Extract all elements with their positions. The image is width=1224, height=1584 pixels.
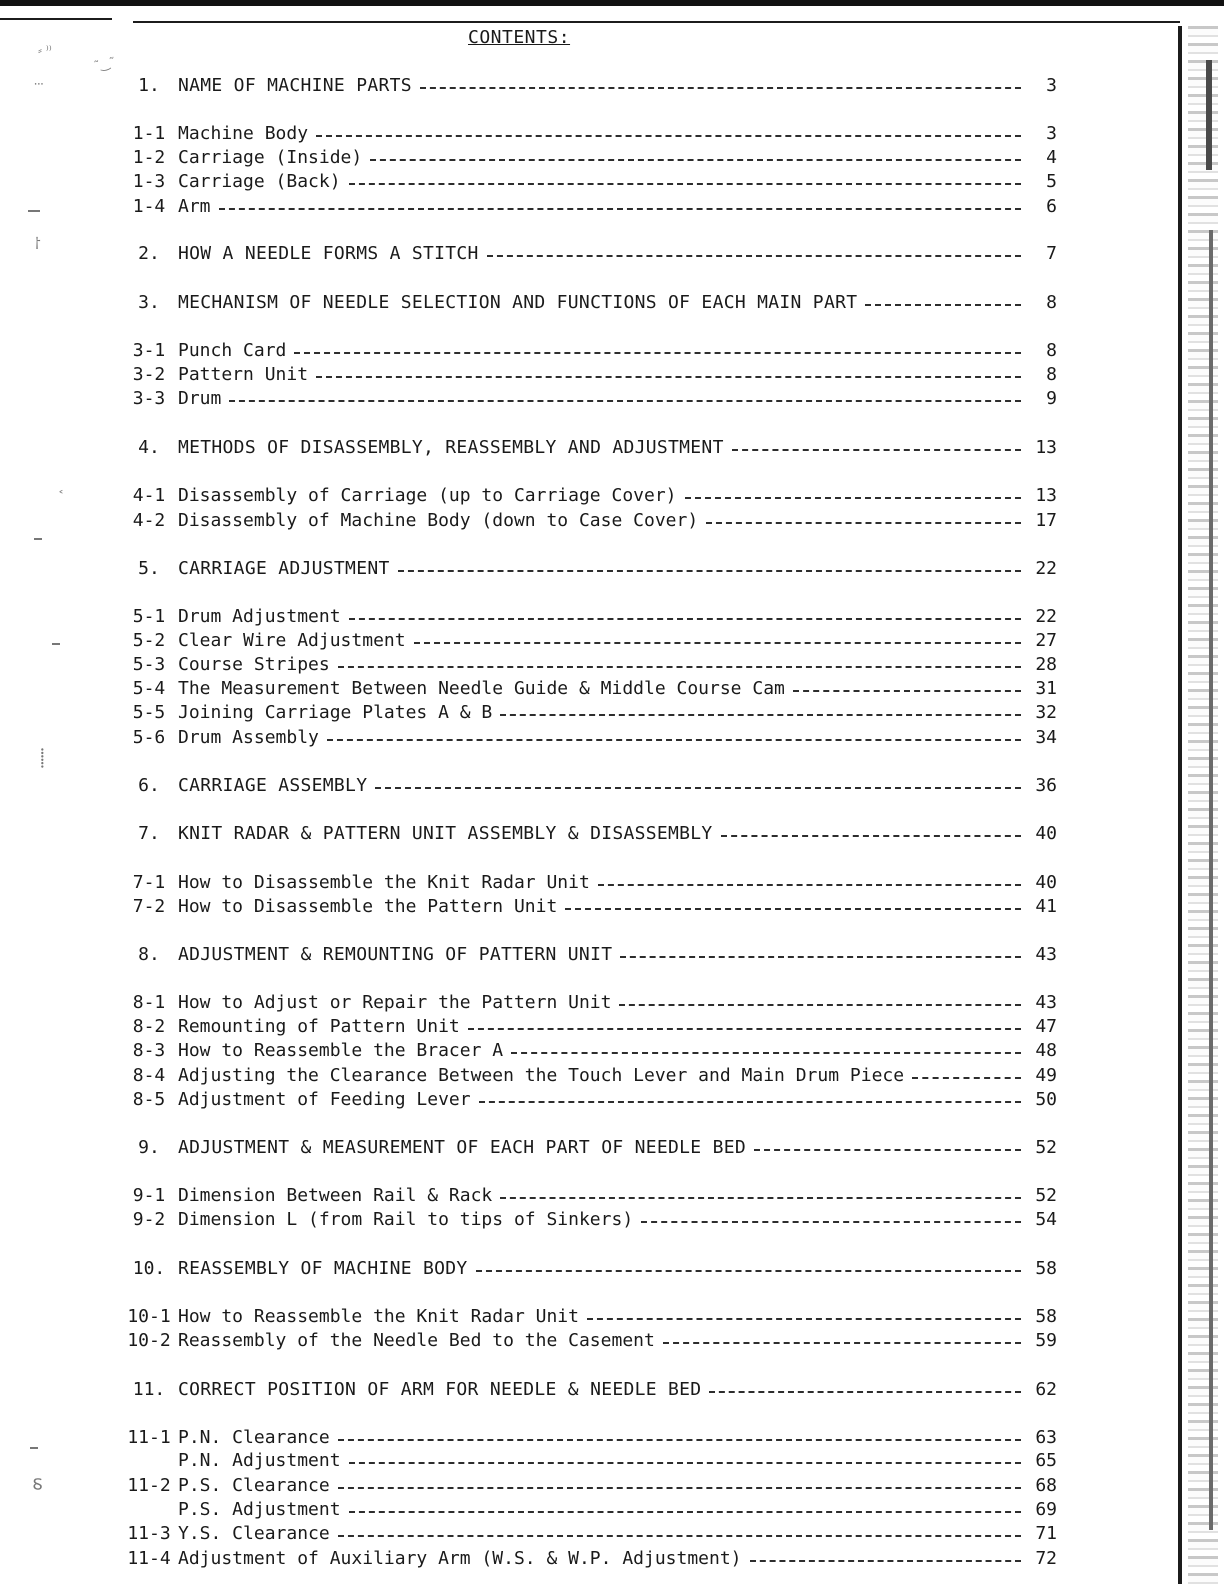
- margin-smudge: ⸷: [34, 234, 42, 253]
- dot-leader: [398, 570, 1021, 572]
- page-number: 48: [1035, 1039, 1057, 1061]
- toc-section: [120, 242, 1057, 264]
- scan-edge-mark: [1209, 230, 1213, 1530]
- entry-number: 8.: [138, 943, 160, 965]
- dot-leader: [511, 1052, 1021, 1054]
- dot-leader: [565, 908, 1021, 910]
- entry-title: CARRIAGE ASSEMBLY: [178, 774, 368, 796]
- entry-number: 8-5: [132, 1088, 166, 1110]
- dot-leader: [663, 1342, 1021, 1344]
- entry-number: 3.: [138, 291, 160, 313]
- margin-smudge: ˜‿˜: [92, 54, 117, 74]
- dot-leader: [479, 1101, 1021, 1103]
- dot-leader: [793, 690, 1021, 692]
- entry-title: Y.S. Clearance: [178, 1522, 330, 1544]
- page-number: 43: [1035, 991, 1057, 1013]
- page-number: 13: [1035, 436, 1057, 458]
- toc-entry: [120, 195, 1057, 217]
- dot-leader: [721, 835, 1021, 837]
- entry-number: 10.: [132, 1257, 166, 1279]
- page-number: 47: [1035, 1015, 1057, 1037]
- toc-section: [120, 774, 1057, 796]
- dot-leader: [229, 400, 1021, 402]
- entry-title: Clear Wire Adjustment: [178, 629, 406, 651]
- page-number: 8: [1046, 291, 1057, 313]
- entry-number: 5-2: [132, 629, 166, 651]
- entry-title: How to Disassemble the Pattern Unit: [178, 895, 558, 917]
- entry-number: 10-2: [127, 1329, 171, 1351]
- toc-entry: [120, 1015, 1057, 1037]
- page-number: 43: [1035, 943, 1057, 965]
- entry-title: NAME OF MACHINE PARTS: [178, 74, 412, 96]
- margin-mark: [30, 1447, 38, 1449]
- dot-leader: [587, 1318, 1021, 1320]
- entry-number: 4-2: [132, 509, 166, 531]
- entry-number: 1-1: [132, 122, 166, 144]
- page-number: 32: [1035, 701, 1057, 723]
- page-number: 6: [1046, 195, 1057, 217]
- toc-entry: [120, 1329, 1057, 1351]
- entry-number: 3-3: [132, 387, 166, 409]
- page-number: 54: [1035, 1208, 1057, 1230]
- toc-entry: [120, 629, 1057, 651]
- dot-leader: [476, 1270, 1021, 1272]
- toc-section: [120, 1378, 1057, 1400]
- entry-title: How to Disassemble the Knit Radar Unit: [178, 871, 590, 893]
- page-number: 63: [1035, 1426, 1057, 1448]
- page-number: 40: [1035, 822, 1057, 844]
- entry-number: 3-2: [132, 363, 166, 385]
- dot-leader: [349, 1511, 1021, 1513]
- entry-number: 7-2: [132, 895, 166, 917]
- dot-leader: [865, 304, 1021, 306]
- margin-smudge: ⸹: [32, 1476, 44, 1501]
- margin-smudge: ⸽: [40, 748, 45, 769]
- entry-title: Reassembly of the Needle Bed to the Casement: [178, 1329, 655, 1351]
- dot-leader: [338, 1439, 1021, 1441]
- toc-entry: [120, 1305, 1057, 1327]
- dot-leader: [316, 135, 1021, 137]
- toc-entry: [120, 1547, 1057, 1569]
- entry-title: How to Adjust or Repair the Pattern Unit: [178, 991, 612, 1013]
- margin-smudge: ˂: [58, 489, 64, 503]
- toc-entry: [120, 653, 1057, 675]
- page-number: 7: [1046, 242, 1057, 264]
- entry-title: How to Reassemble the Knit Radar Unit: [178, 1305, 579, 1327]
- entry-number: 10-1: [127, 1305, 171, 1327]
- entry-number: 9.: [138, 1136, 160, 1158]
- dot-leader: [327, 739, 1021, 741]
- dot-leader: [500, 714, 1021, 716]
- entry-number: 4.: [138, 436, 160, 458]
- toc-entry: [120, 509, 1057, 531]
- dot-leader: [732, 449, 1021, 451]
- entry-title: REASSEMBLY OF MACHINE BODY: [178, 1257, 468, 1279]
- page-number: 36: [1035, 774, 1057, 796]
- dot-leader: [349, 183, 1021, 185]
- toc-section: [120, 291, 1057, 313]
- entry-title: Joining Carriage Plates A & B: [178, 701, 493, 723]
- dot-leader: [338, 1535, 1021, 1537]
- entry-title: Remounting of Pattern Unit: [178, 1015, 460, 1037]
- dot-leader: [349, 1462, 1021, 1464]
- dot-leader: [620, 956, 1021, 958]
- toc-entry: [120, 339, 1057, 361]
- entry-title: Course Stripes: [178, 653, 330, 675]
- toc-entry: [120, 363, 1057, 385]
- page-number: 4: [1046, 146, 1057, 168]
- entry-title: Carriage (Back): [178, 170, 341, 192]
- toc-section: [120, 1136, 1057, 1158]
- margin-mark: [52, 643, 60, 645]
- entry-title: Punch Card: [178, 339, 287, 361]
- entry-number: 5.: [138, 557, 160, 579]
- entry-number: 11-1: [127, 1426, 171, 1448]
- dot-leader: [219, 208, 1021, 210]
- entry-title: Carriage (Inside): [178, 146, 363, 168]
- entry-number: 1-3: [132, 170, 166, 192]
- entry-title: The Measurement Between Needle Guide & Middle Course Cam: [178, 677, 785, 699]
- entry-title: Drum Assembly: [178, 726, 319, 748]
- toc-section: [120, 557, 1057, 579]
- entry-title: Dimension Between Rail & Rack: [178, 1184, 493, 1206]
- dot-leader: [468, 1028, 1021, 1030]
- dot-leader: [420, 87, 1021, 89]
- margin-mark: [28, 210, 40, 212]
- entry-title: Pattern Unit: [178, 363, 309, 385]
- toc-entry: [120, 387, 1057, 409]
- entry-number: 6.: [138, 774, 160, 796]
- page-number: 68: [1035, 1474, 1057, 1496]
- page-number: 52: [1035, 1184, 1057, 1206]
- entry-title: Drum Adjustment: [178, 605, 341, 627]
- page-number: 41: [1035, 895, 1057, 917]
- toc-entry: [120, 677, 1057, 699]
- margin-smudge: ⸗ ⁾⁾: [38, 43, 52, 57]
- entry-title: CORRECT POSITION OF ARM FOR NEEDLE & NEEDLE BED: [178, 1378, 702, 1400]
- entry-number: 5-6: [132, 726, 166, 748]
- entry-title: Machine Body: [178, 122, 309, 144]
- entry-number: 3-1: [132, 339, 166, 361]
- dot-leader: [338, 666, 1021, 668]
- toc-entry: [120, 1064, 1057, 1086]
- entry-title: Drum: [178, 387, 222, 409]
- page-number: 72: [1035, 1547, 1057, 1569]
- entry-title: Adjustment of Auxiliary Arm (W.S. & W.P. Adjustment): [178, 1547, 742, 1569]
- entry-title: Disassembly of Carriage (up to Carriage Cover): [178, 484, 677, 506]
- page-number: 58: [1035, 1305, 1057, 1327]
- dot-leader: [500, 1197, 1021, 1199]
- page-number: 49: [1035, 1064, 1057, 1086]
- entry-title: MECHANISM OF NEEDLE SELECTION AND FUNCTIONS OF EACH MAIN PART: [178, 291, 858, 313]
- entry-number: 11-3: [127, 1522, 171, 1544]
- dot-leader: [349, 618, 1021, 620]
- dot-leader: [685, 497, 1022, 499]
- entry-title: P.N. Adjustment: [178, 1449, 341, 1471]
- right-border-line: [1178, 26, 1182, 1584]
- dot-leader: [619, 1004, 1021, 1006]
- page-number: 34: [1035, 726, 1057, 748]
- page-number: 28: [1035, 653, 1057, 675]
- page-number: 58: [1035, 1257, 1057, 1279]
- scan-edge-mark: [1206, 60, 1212, 170]
- entry-title: ADJUSTMENT & REMOUNTING OF PATTERN UNIT: [178, 943, 613, 965]
- page-number: 71: [1035, 1522, 1057, 1544]
- entry-number: 1-4: [132, 195, 166, 217]
- page-number: 13: [1035, 484, 1057, 506]
- toc-section: [120, 822, 1057, 844]
- toc-entry: [120, 1184, 1057, 1206]
- toc-entry: [120, 1426, 1057, 1448]
- entry-number: 4-1: [132, 484, 166, 506]
- dot-leader: [370, 159, 1021, 161]
- toc-entry: [120, 991, 1057, 1013]
- entry-title: METHODS OF DISASSEMBLY, REASSEMBLY AND ADJUSTMENT: [178, 436, 724, 458]
- toc-entry: [120, 484, 1057, 506]
- page-number: 8: [1046, 339, 1057, 361]
- toc-entry: [120, 1088, 1057, 1110]
- toc-entry: [120, 1449, 1057, 1471]
- toc-entry: [120, 146, 1057, 168]
- toc-entry: [120, 170, 1057, 192]
- entry-title: P.S. Adjustment: [178, 1498, 341, 1520]
- entry-number: 5-5: [132, 701, 166, 723]
- entry-title: Arm: [178, 195, 211, 217]
- entry-number: 9-1: [132, 1184, 166, 1206]
- page-number: 31: [1035, 677, 1057, 699]
- toc-entry: [120, 122, 1057, 144]
- entry-title: ADJUSTMENT & MEASUREMENT OF EACH PART OF NEEDLE BED: [178, 1136, 746, 1158]
- dot-leader: [754, 1149, 1021, 1151]
- top-rule-right: [133, 21, 1180, 23]
- entry-number: 8-1: [132, 991, 166, 1013]
- entry-number: 5-4: [132, 677, 166, 699]
- page-number: 40: [1035, 871, 1057, 893]
- contents-heading: CONTENTS:: [468, 27, 571, 48]
- dot-leader: [338, 1487, 1021, 1489]
- page-number: 3: [1046, 122, 1057, 144]
- entry-title: CARRIAGE ADJUSTMENT: [178, 557, 390, 579]
- dot-leader: [598, 884, 1021, 886]
- entry-title: Adjusting the Clearance Between the Touch Lever and Main Drum Piece: [178, 1064, 905, 1086]
- toc-entry: [120, 895, 1057, 917]
- entry-number: 11-4: [127, 1547, 171, 1569]
- page-number: 59: [1035, 1329, 1057, 1351]
- dot-leader: [316, 376, 1021, 378]
- page-number: 52: [1035, 1136, 1057, 1158]
- dot-leader: [375, 787, 1021, 789]
- dot-leader: [641, 1221, 1021, 1223]
- toc-section: [120, 1257, 1057, 1279]
- entry-number: 8-2: [132, 1015, 166, 1037]
- entry-number: 1-2: [132, 146, 166, 168]
- entry-title: How to Reassemble the Bracer A: [178, 1039, 504, 1061]
- page-number: 22: [1035, 605, 1057, 627]
- toc-entry: [120, 1208, 1057, 1230]
- entry-title: Disassembly of Machine Body (down to Case Cover): [178, 509, 699, 531]
- toc-entry: [120, 726, 1057, 748]
- entry-number: 5-1: [132, 605, 166, 627]
- page-number: 62: [1035, 1378, 1057, 1400]
- page-number: 5: [1046, 170, 1057, 192]
- entry-number: 1.: [138, 74, 160, 96]
- page-number: 69: [1035, 1498, 1057, 1520]
- toc-entry: [120, 605, 1057, 627]
- toc-section: [120, 74, 1057, 96]
- toc-entry: [120, 871, 1057, 893]
- entry-number: 5-3: [132, 653, 166, 675]
- entry-number: 7-1: [132, 871, 166, 893]
- entry-title: P.S. Clearance: [178, 1474, 330, 1496]
- dot-leader: [750, 1560, 1021, 1562]
- entry-number: 9-2: [132, 1208, 166, 1230]
- margin-mark: [34, 538, 42, 540]
- page-number: 3: [1046, 74, 1057, 96]
- dot-leader: [912, 1077, 1021, 1079]
- page-number: 17: [1035, 509, 1057, 531]
- entry-title: KNIT RADAR & PATTERN UNIT ASSEMBLY & DISASSEMBLY: [178, 822, 713, 844]
- dot-leader: [294, 352, 1021, 354]
- entry-number: 11.: [132, 1378, 166, 1400]
- toc-section: [120, 943, 1057, 965]
- entry-number: 8-3: [132, 1039, 166, 1061]
- toc-section: [120, 436, 1057, 458]
- page-number: 65: [1035, 1449, 1057, 1471]
- entry-number: 8-4: [132, 1064, 166, 1086]
- page-number: 22: [1035, 557, 1057, 579]
- page-number: 27: [1035, 629, 1057, 651]
- margin-smudge: ⸳⸳⸳: [34, 75, 44, 89]
- entry-number: 11-2: [127, 1474, 171, 1496]
- dot-leader: [487, 255, 1021, 257]
- entry-number: 7.: [138, 822, 160, 844]
- scan-edge: [1188, 26, 1218, 1584]
- dot-leader: [414, 642, 1021, 644]
- entry-number: 2.: [138, 242, 160, 264]
- dot-leader: [709, 1391, 1021, 1393]
- entry-title: Dimension L (from Rail to tips of Sinkers): [178, 1208, 634, 1230]
- toc-entry: [120, 1474, 1057, 1496]
- top-border: [0, 0, 1224, 6]
- toc-entry: [120, 1039, 1057, 1061]
- entry-title: Adjustment of Feeding Lever: [178, 1088, 471, 1110]
- toc-entry: [120, 701, 1057, 723]
- page-number: 9: [1046, 387, 1057, 409]
- toc-entry: [120, 1498, 1057, 1520]
- top-rule-left: [0, 18, 112, 20]
- entry-title: HOW A NEEDLE FORMS A STITCH: [178, 242, 479, 264]
- dot-leader: [706, 522, 1021, 524]
- entry-title: P.N. Clearance: [178, 1426, 330, 1448]
- page-number: 50: [1035, 1088, 1057, 1110]
- page-number: 8: [1046, 363, 1057, 385]
- toc-entry: [120, 1522, 1057, 1544]
